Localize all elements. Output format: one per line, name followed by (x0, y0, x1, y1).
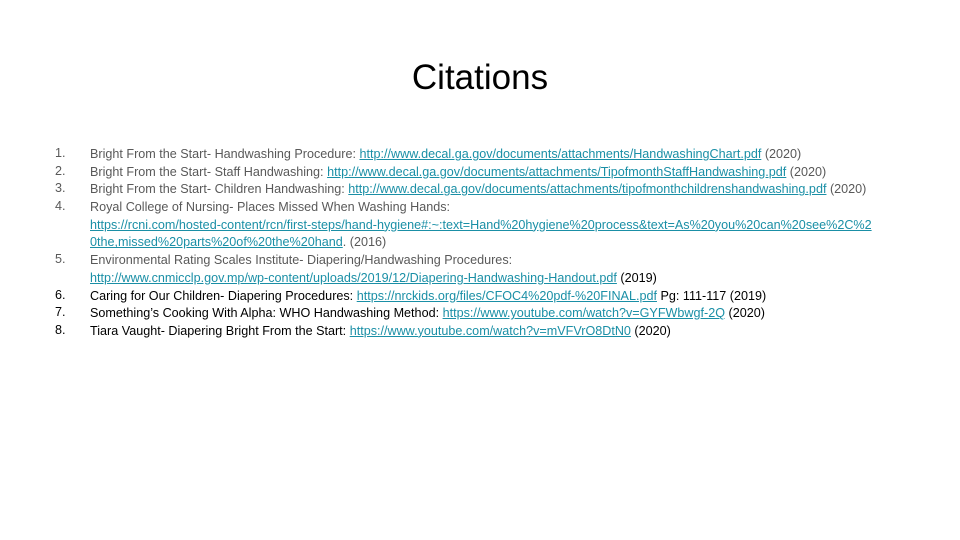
citation-link[interactable]: https://www.youtube.com/watch?v=mVFVrO8DtN0 (349, 323, 631, 338)
citation-year: Pg: 111-117 (2019) (656, 288, 767, 303)
citation-number: 8. (55, 322, 66, 337)
citation-text: Environmental Rating Scales Institute- Diapering/Handwashing Procedures: (90, 253, 513, 268)
citation-link[interactable]: https://nrckids.org/files/CFOC4%20pdf-%20FINAL.pdf (356, 288, 657, 303)
citation-number: 6. (55, 287, 66, 302)
citation-text: Caring for Our Children- Diapering Procedures: (90, 288, 357, 303)
citation-link-continued[interactable]: 0the,missed%20parts%20of%20the%20hand (90, 235, 343, 250)
citation-item (55, 199, 925, 252)
citation-number: 4. (55, 199, 66, 214)
citation-text: Something’s Cooking With Alpha: WHO Handwashing Method: (90, 306, 443, 321)
citation-item (55, 305, 925, 323)
citation-link[interactable]: http://www.decal.ga.gov/documents/attachments/TipofmonthStaffHandwashing.pdf (327, 164, 787, 179)
citation-year: (2020) (786, 164, 827, 179)
citation-text: Royal College of Nursing- Places Missed When Washing Hands: (90, 200, 451, 215)
citation-link[interactable]: https://www.youtube.com/watch?v=GYFWbwgf-2Q (442, 306, 725, 321)
citation-text: Tiara Vaught- Diapering Bright From the Start: (90, 323, 350, 338)
citations-list (55, 146, 925, 341)
citation-year: (2020) (826, 182, 867, 197)
citation-link[interactable]: https://rcni.com/hosted-content/rcn/first-steps/hand-hygiene#:~:text=Hand%20hygiene%20process&text=As%20you%20can%20see%2C%2 (90, 217, 872, 232)
citation-link[interactable]: http://www.decal.ga.gov/documents/attachments/tipofmonthchildrenshandwashing.pdf (348, 182, 827, 197)
citation-year: (2020) (630, 323, 671, 338)
citation-number: 2. (55, 163, 66, 178)
citation-year: (2020) (761, 147, 802, 161)
citation-item (55, 252, 925, 287)
citation-year: (2019) (616, 270, 657, 285)
citation-number: 7. (55, 305, 66, 320)
citation-text: Bright From the Start- Children Handwashing: (90, 182, 349, 197)
citation-item (55, 288, 925, 306)
citation-item (55, 146, 925, 164)
citation-text: Bright From the Start- Handwashing Procedure: (90, 147, 360, 161)
slide-title: Citations (411, 58, 549, 97)
citation-link[interactable]: http://www.cnmicclp.gov.mp/wp-content/uploads/2019/12/Diapering-Handwashing-Handout.pdf (90, 270, 617, 285)
citation-number: 3. (55, 181, 66, 196)
citation-item (55, 164, 925, 182)
citation-item (55, 323, 925, 341)
citation-year: . (2016) (342, 235, 387, 250)
citation-item (55, 181, 925, 199)
citation-year: (2020) (725, 306, 765, 321)
citation-number: 5. (55, 252, 66, 267)
citation-text: Bright From the Start- Staff Handwashing: (90, 164, 328, 179)
citation-link[interactable]: http://www.decal.ga.gov/documents/attachments/HandwashingChart.pdf (359, 147, 762, 161)
citation-number: 1. (55, 146, 66, 160)
